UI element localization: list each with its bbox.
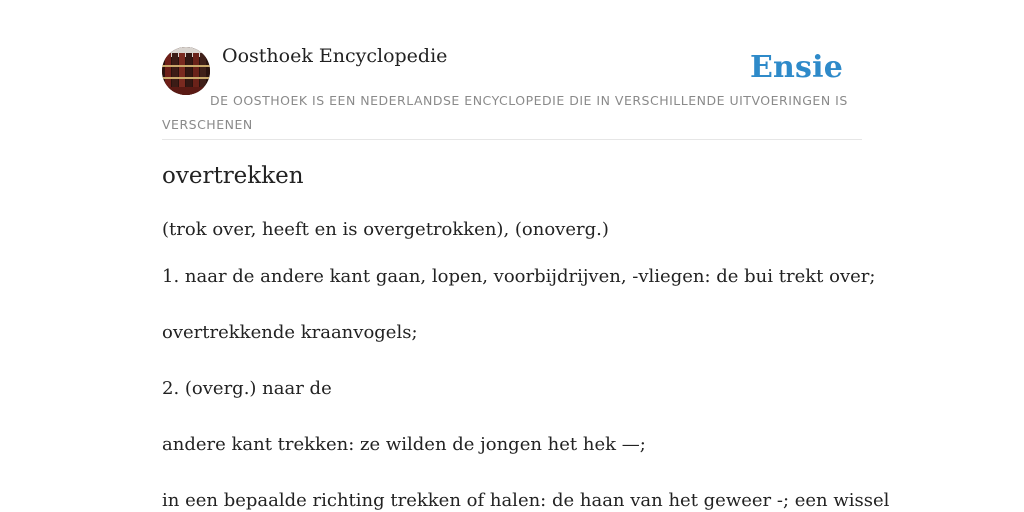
entry-term: overtrekken [162,163,304,189]
site-title-link[interactable]: Oosthoek Encyclopedie [222,45,448,67]
definition-paragraph: andere kant trekken: ze wilden de jongen het hek —; [162,434,646,455]
site-tagline: DE OOSTHOEK IS EEN NEDERLANDSE ENCYCLOPEDIE DIE IN VERSCHILLENDE UITVOERINGEN IS VERSCHENEN [162,93,848,132]
entry-grammar: (trok over, heeft en is overgetrokken), (onoverg.) [162,219,609,240]
site-avatar[interactable] [162,47,210,95]
page-container [162,0,890,511]
definition-paragraph: 2. (overg.) naar de [162,378,332,399]
definition-paragraph: overtrekkende kraanvogels; [162,322,418,343]
book-spines-icon [162,47,210,95]
definition-paragraph: 1. naar de andere kant gaan, lopen, voorbijdrijven, -vliegen: de bui trekt over; [162,266,876,287]
ensie-logo-link[interactable]: Ensie [749,50,843,85]
definition-paragraph: in een bepaalde richting trekken of halen: de haan van het geweer -; een wissel [162,490,890,511]
site-header [162,0,862,140]
